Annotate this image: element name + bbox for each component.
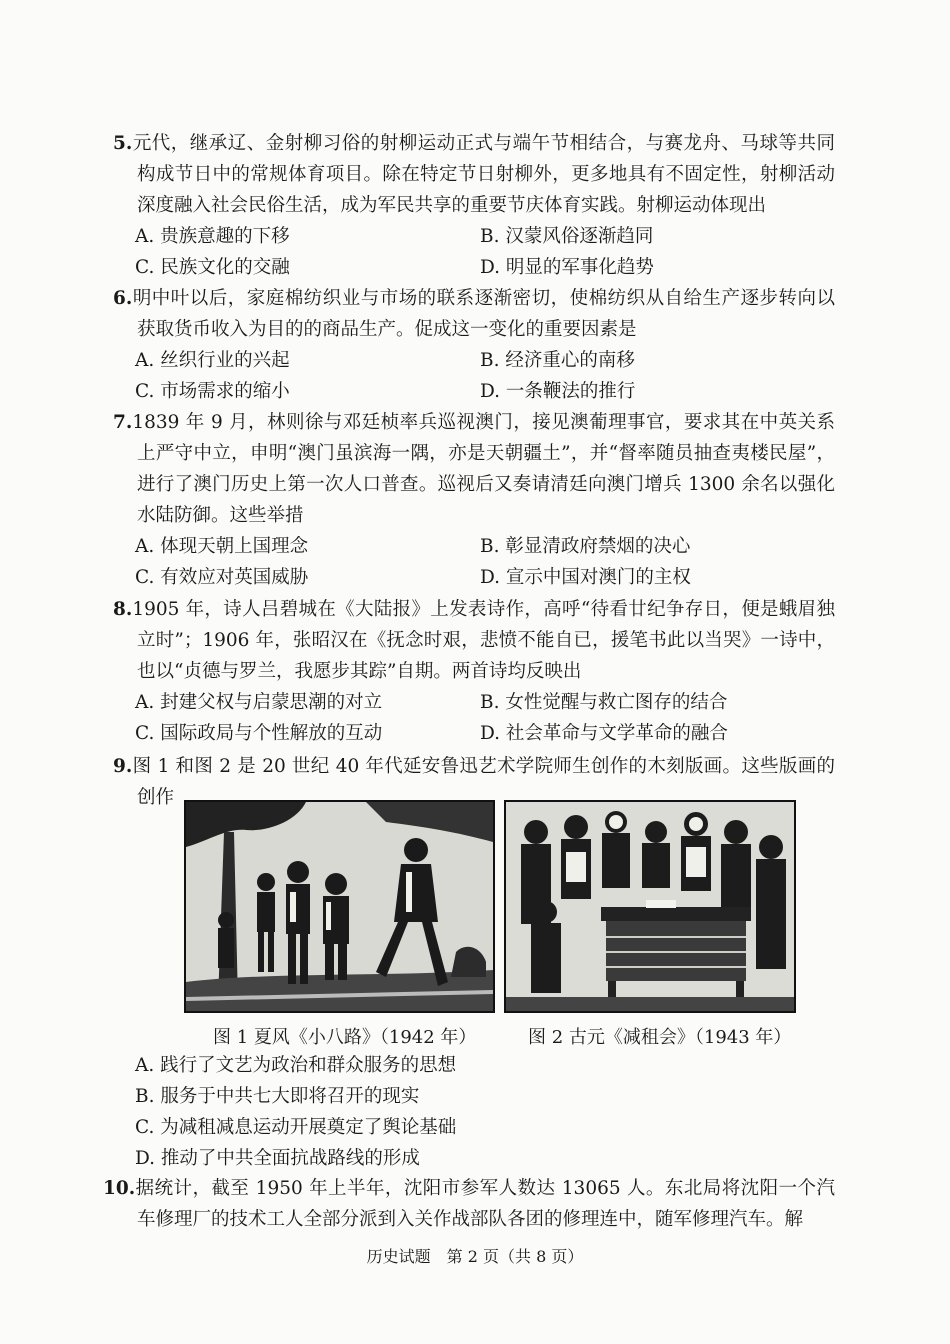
question-number: 5. xyxy=(113,133,133,154)
question-number: 7. xyxy=(113,412,133,433)
option-d: D. 社会革命与文学革命的融合 xyxy=(480,723,728,744)
question-10 xyxy=(103,1173,835,1235)
figures xyxy=(184,800,796,1015)
option-a: A. 丝织行业的兴起 xyxy=(135,350,290,371)
question-8 xyxy=(113,594,835,749)
woodcut-image-1 xyxy=(186,802,493,1011)
page-footer: 历史试题 第 2 页（共 8 页） xyxy=(366,1247,584,1266)
question-9-options xyxy=(113,1050,835,1174)
question-text: 1905 年，诗人吕碧城在《大陆报》上发表诗作，高呼“待看廿纪争存日，便是蛾眉独立时”；1906 年，张昭汉在《抚念时艰，悲愤不能自已，援笔书此以当哭》一诗中，也以“贞德与罗兰，我愿步其踪”自期。两首诗均反映出 xyxy=(132,599,835,682)
question-text: 1839 年 9 月，林则徐与邓廷桢率兵巡视澳门，接见澳葡理事官，要求其在中英关系上严守中立，申明“澳门虽滨海一隅，亦是天朝疆土”，并“督率随员抽查夷楼民屋”，进行了澳门历史上第一次人口普查。巡视后又奏请清廷向澳门增兵 1300 余名以强化水陆防御。这些举措 xyxy=(132,412,835,526)
question-stem xyxy=(113,407,835,531)
question-number: 9. xyxy=(113,756,133,777)
option-b: B. 经济重心的南移 xyxy=(480,350,635,371)
option-d: D. 推动了中共全面抗战路线的形成 xyxy=(135,1148,420,1169)
question-stem xyxy=(113,283,835,345)
option-a: A. 贵族意趣的下移 xyxy=(135,226,290,247)
option-d: D. 明显的军事化趋势 xyxy=(480,257,654,278)
figure-2-caption: 图 2 古元《减租会》（1943 年） xyxy=(528,1027,792,1048)
question-text: 元代，继承辽、金射柳习俗的射柳运动正式与端午节相结合，与赛龙舟、马球等共同构成节日中的常规体育项目。除在特定节日射柳外，更多地具有不固定性，射柳活动深度融入社会民俗生活，成为军民共享的重要节庆体育实践。射柳运动体现出 xyxy=(132,133,835,216)
option-c: C. 为减租减息运动开展奠定了舆论基础 xyxy=(135,1117,457,1138)
option-b: B. 汉蒙风俗逐渐趋同 xyxy=(480,226,654,247)
figure-1-caption: 图 1 夏风《小八路》（1942 年） xyxy=(213,1027,477,1048)
options xyxy=(135,345,835,407)
option-b: B. 服务于中共七大即将召开的现实 xyxy=(135,1086,420,1107)
question-number: 10. xyxy=(103,1178,136,1199)
woodcut-figure-2 xyxy=(504,800,796,1013)
option-b: B. 女性觉醒与救亡图存的结合 xyxy=(480,692,728,713)
option-b: B. 彰显清政府禁烟的决心 xyxy=(480,536,691,557)
options xyxy=(135,531,835,593)
option-c: C. 市场需求的缩小 xyxy=(135,381,290,402)
question-text: 据统计，截至 1950 年上半年，沈阳市参军人数达 13065 人。东北局将沈阳一个汽车修理厂的技术工人全部分派到入关作战部队各团的修理连中，随军修理汽车。解 xyxy=(135,1178,835,1230)
question-6 xyxy=(113,283,835,407)
option-d: D. 宣示中国对澳门的主权 xyxy=(480,567,691,588)
options xyxy=(135,1050,835,1174)
options xyxy=(135,687,835,749)
options xyxy=(135,221,835,283)
question-stem xyxy=(113,594,835,687)
question-text: 图 1 和图 2 是 20 世纪 40 年代延安鲁迅艺术学院师生创作的木刻版画。这些版画的创作 xyxy=(132,756,835,808)
question-stem xyxy=(113,128,835,221)
woodcut-figure-1 xyxy=(184,800,495,1013)
option-c: C. 国际政局与个性解放的互动 xyxy=(135,723,383,744)
option-d: D. 一条鞭法的推行 xyxy=(480,381,636,402)
question-number: 6. xyxy=(113,288,133,309)
question-7 xyxy=(113,407,835,593)
option-a: A. 践行了文艺为政治和群众服务的思想 xyxy=(135,1055,457,1076)
option-a: A. 封建父权与启蒙思潮的对立 xyxy=(135,692,383,713)
question-stem xyxy=(103,1173,835,1235)
question-5 xyxy=(113,128,835,283)
option-c: C. 民族文化的交融 xyxy=(135,257,290,278)
woodcut-image-2 xyxy=(506,802,794,1011)
option-c: C. 有效应对英国威胁 xyxy=(135,567,309,588)
option-a: A. 体现天朝上国理念 xyxy=(135,536,309,557)
question-text: 明中叶以后，家庭棉纺织业与市场的联系逐渐密切，使棉纺织从自给生产逐步转向以获取货币收入为目的的商品生产。促成这一变化的重要因素是 xyxy=(132,288,835,340)
question-number: 8. xyxy=(113,599,133,620)
